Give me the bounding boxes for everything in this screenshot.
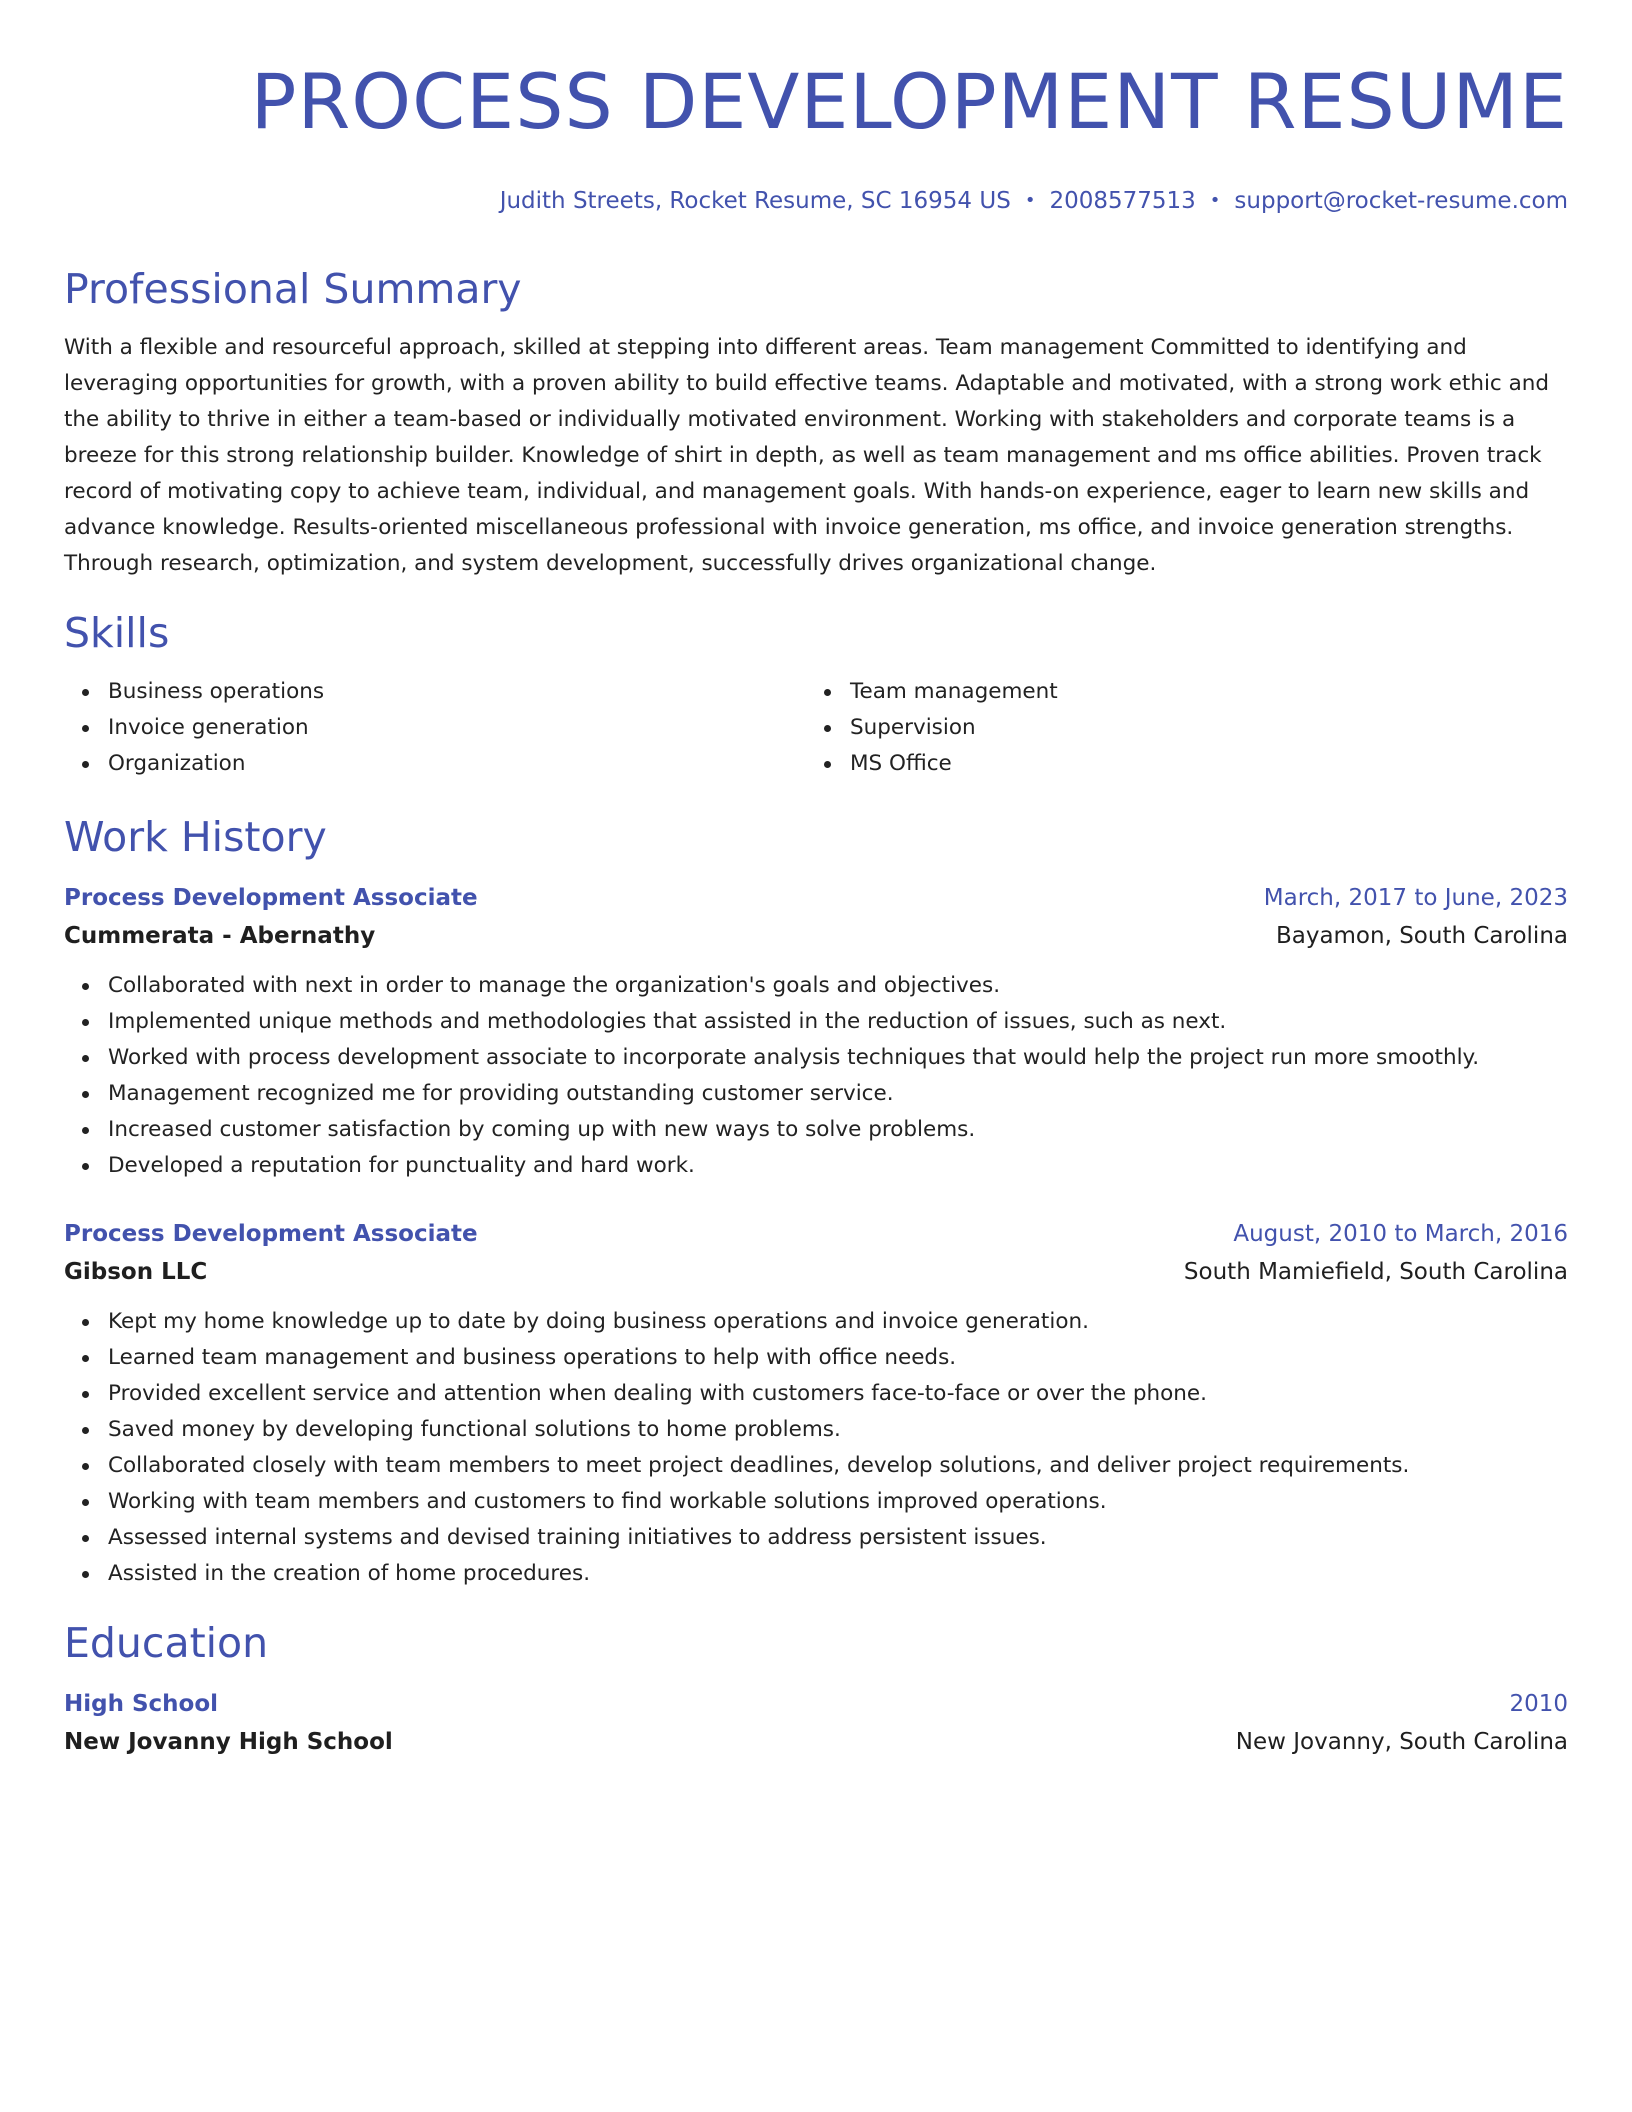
job-entry xyxy=(64,1216,1568,1592)
education-heading: Education xyxy=(64,1619,269,1667)
skill-item: MS Office xyxy=(850,746,1548,782)
skill-item: Organization xyxy=(108,746,806,782)
education-entry xyxy=(64,1686,1568,1762)
skill-item: Business operations xyxy=(108,674,806,710)
job-header-row xyxy=(64,1216,1568,1252)
job-location: Bayamon, South Carolina xyxy=(1275,923,1568,949)
resume-title: PROCESS DEVELOPMENT RESUME xyxy=(250,57,1568,146)
contact-phone: 2008577513 xyxy=(1049,188,1196,214)
skill-item: Invoice generation xyxy=(108,710,806,746)
responsibility-item: Management recognized me for providing outstanding customer service. xyxy=(108,1076,1568,1112)
education-school-row xyxy=(64,1722,1568,1762)
job-title: Process Development Associate xyxy=(64,885,478,911)
job-dates: March, 2017 to June, 2023 xyxy=(1263,885,1568,911)
education-school: New Jovanny High School xyxy=(64,1729,393,1755)
job-location: South Mamiefield, South Carolina xyxy=(1183,1259,1568,1285)
job-header-row xyxy=(64,880,1568,916)
contact-address: Judith Streets, Rocket Resume, SC 16954 US xyxy=(499,188,1011,214)
responsibility-item: Saved money by developing functional solutions to home problems. xyxy=(108,1412,1568,1448)
job-company: Cummerata - Abernathy xyxy=(64,923,376,949)
responsibility-item: Collaborated closely with team members to meet project deadlines, develop solutions, and deliver project requirements. xyxy=(108,1448,1568,1484)
job-dates: August, 2010 to March, 2016 xyxy=(1233,1221,1568,1247)
responsibility-item: Assessed internal systems and devised training initiatives to address persistent issues. xyxy=(108,1520,1568,1556)
job-responsibilities xyxy=(64,1304,1568,1592)
contact-email[interactable]: support@rocket-resume.com xyxy=(1234,188,1568,214)
contact-separator: • xyxy=(1024,190,1036,211)
contact-separator: • xyxy=(1209,190,1221,211)
responsibility-item: Increased customer satisfaction by coming up with new ways to solve problems. xyxy=(108,1112,1568,1148)
education-year: 2010 xyxy=(1509,1691,1568,1717)
responsibility-item: Kept my home knowledge up to date by doing business operations and invoice generation. xyxy=(108,1304,1568,1340)
work-history-heading: Work History xyxy=(64,813,327,861)
responsibility-item: Learned team management and business operations to help with office needs. xyxy=(108,1340,1568,1376)
job-entry xyxy=(64,880,1568,1184)
job-company-row xyxy=(64,1252,1568,1292)
education-header-row xyxy=(64,1686,1568,1722)
responsibility-item: Assisted in the creation of home procedures. xyxy=(108,1556,1568,1592)
job-title: Process Development Associate xyxy=(64,1221,478,1247)
summary-text: With a flexible and resourceful approach, skilled at stepping into different areas. Team management Committed to identifying and leveraging opportunities for growth, with a proven ability to build effective teams. Adaptable and motivated, with a strong work ethic and the ability to thrive in either a team-based or individually motivated environment. Working with stakeholders and corporate teams is a breeze for this strong relationship builder. Knowledge of shirt in depth, as well as team management and ms office abilities. Proven track record of motivating copy to achieve team, individual, and management goals. With hands-on experience, eager to learn new skills and advance knowledge. Results-oriented miscellaneous professional with invoice generation, ms office, and invoice generation strengths. Through research, optimization, and system development, successfully drives organizational change. xyxy=(64,335,1550,576)
skill-item: Supervision xyxy=(850,710,1548,746)
job-responsibilities xyxy=(64,968,1568,1184)
skills-column-left xyxy=(64,674,806,782)
responsibility-item: Developed a reputation for punctuality and hard work. xyxy=(108,1148,1568,1184)
responsibility-item: Implemented unique methods and methodologies that assisted in the reduction of issues, such as next. xyxy=(108,1004,1568,1040)
responsibility-item: Worked with process development associate to incorporate analysis techniques that would help the project run more smoothly. xyxy=(108,1040,1568,1076)
skills-heading: Skills xyxy=(64,609,170,657)
contact-line xyxy=(64,186,1568,218)
responsibility-item: Working with team members and customers to find workable solutions improved operations. xyxy=(108,1484,1568,1520)
skills-list xyxy=(64,674,1568,782)
summary-heading: Professional Summary xyxy=(64,265,522,313)
resume-page xyxy=(64,0,1568,1762)
job-company-row xyxy=(64,916,1568,956)
education-location: New Jovanny, South Carolina xyxy=(1235,1729,1568,1755)
responsibility-item: Collaborated with next in order to manage the organization's goals and objectives. xyxy=(108,968,1568,1004)
responsibility-item: Provided excellent service and attention when dealing with customers face-to-face or over the phone. xyxy=(108,1376,1568,1412)
skill-item: Team management xyxy=(850,674,1548,710)
skills-column-right xyxy=(806,674,1548,782)
job-company: Gibson LLC xyxy=(64,1259,208,1285)
education-degree: High School xyxy=(64,1691,219,1717)
